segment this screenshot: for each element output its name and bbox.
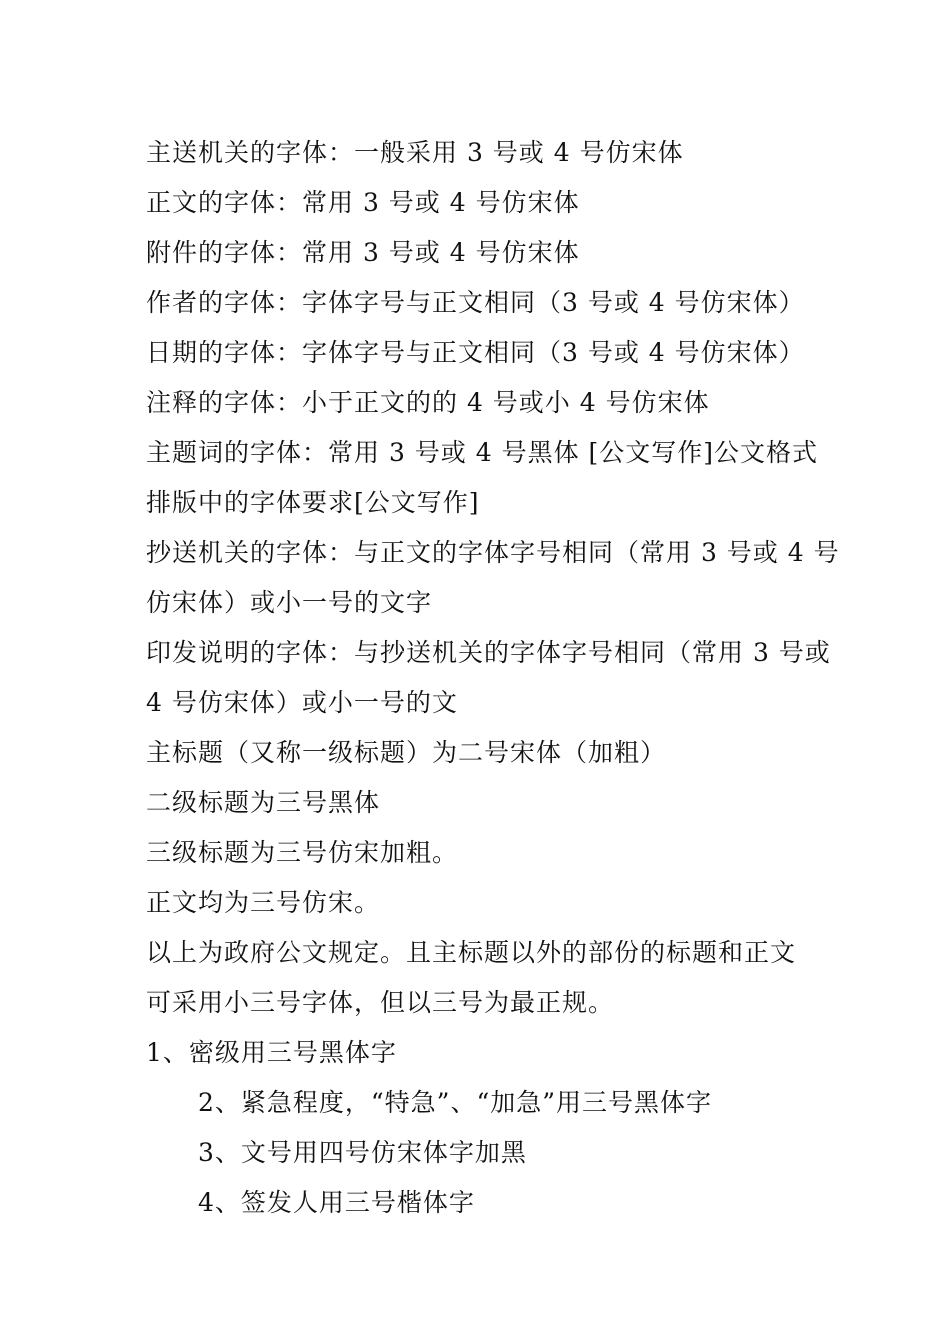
text-line: 日期的字体：字体字号与正文相同（3 号或 4 号仿宋体） xyxy=(146,338,805,367)
list-item: 4、签发人用三号楷体字 xyxy=(198,1188,475,1217)
text-line: 主题词的字体：常用 3 号或 4 号黑体 [公文写作]公文格式 xyxy=(146,438,819,467)
text-line: 可采用小三号字体，但以三号为最正规。 xyxy=(146,988,615,1017)
list-item: 2、紧急程度，“特急”、“加急”用三号黑体字 xyxy=(198,1088,713,1117)
text-line: 主标题（又称一级标题）为二号宋体（加粗） xyxy=(146,738,667,767)
text-line: 以上为政府公文规定。且主标题以外的部份的标题和正文 xyxy=(146,938,797,967)
text-line: 4 号仿宋体）或小一号的文 xyxy=(146,688,458,717)
list-item: 1、密级用三号黑体字 xyxy=(146,1038,397,1067)
text-line: 附件的字体：常用 3 号或 4 号仿宋体 xyxy=(146,238,580,267)
text-line: 作者的字体：字体字号与正文相同（3 号或 4 号仿宋体） xyxy=(146,288,805,317)
text-line: 正文均为三号仿宋。 xyxy=(146,888,381,917)
text-line: 仿宋体）或小一号的文字 xyxy=(146,588,433,617)
text-line: 主送机关的字体：一般采用 3 号或 4 号仿宋体 xyxy=(146,138,684,167)
text-line: 注释的字体：小于正文的的 4 号或小 4 号仿宋体 xyxy=(146,388,710,417)
list-item: 3、文号用四号仿宋体字加黑 xyxy=(198,1138,527,1167)
text-line: 二级标题为三号黑体 xyxy=(146,788,381,817)
text-line: 三级标题为三号仿宋加粗。 xyxy=(146,838,459,867)
text-line: 印发说明的字体：与抄送机关的字体字号相同（常用 3 号或 xyxy=(146,638,831,667)
text-line: 正文的字体：常用 3 号或 4 号仿宋体 xyxy=(146,188,580,217)
text-line: 抄送机关的字体：与正文的字体字号相同（常用 3 号或 4 号 xyxy=(146,538,840,567)
document-body xyxy=(146,128,840,1228)
text-line: 排版中的字体要求[公文写作] xyxy=(146,488,480,517)
